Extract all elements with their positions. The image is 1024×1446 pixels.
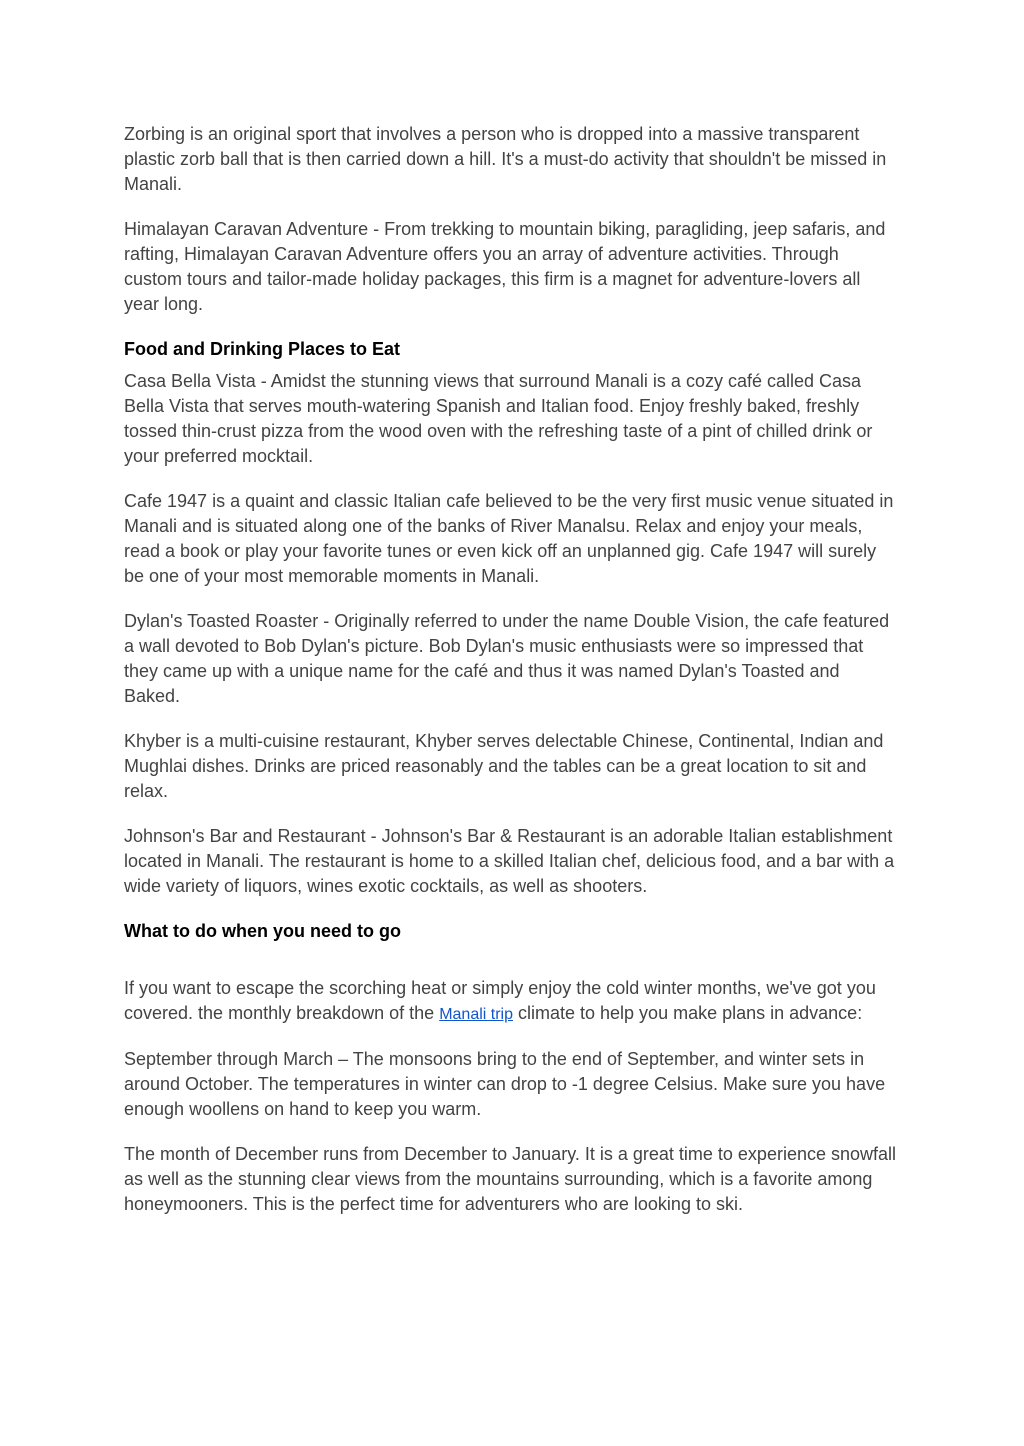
document-page <box>124 122 900 1237</box>
johnsons-bar-paragraph: Johnson's Bar and Restaurant - Johnson's Bar & Restaurant is an adorable Italian establishment located in Manali. The restaurant is home to a skilled Italian chef, delicious food, and a bar with a wide variety of liquors, wines exotic cocktails, as well as shooters. <box>124 826 895 896</box>
climate-intro-text-before: If you want to escape the scorching heat or simply enjoy the cold winter months, we've got you covered. the monthly breakdown of the <box>124 978 876 1023</box>
dylans-toasted-roaster-paragraph: Dylan's Toasted Roaster - Originally referred to under the name Double Vision, the cafe featured a wall devoted to Bob Dylan's picture. Bob Dylan's music enthusiasts were so impressed that they came up with a unique name for the café and thus it was named Dylan's Toasted and Baked. <box>124 611 890 706</box>
december-paragraph: The month of December runs from December to January. It is a great time to experience snowfall as well as the stunning clear views from the mountains surrounding, which is a favorite among honeymooners. This is the perfect time for adventurers who are looking to ski. <box>124 1144 897 1214</box>
cafe-1947-paragraph: Cafe 1947 is a quaint and classic Italian cafe believed to be the very first music venue situated in Manali and is situated along one of the banks of River Manalsu. Relax and enjoy your meals, read a book or play your favorite tunes or even kick off an unplanned gig. Cafe 1947 will surely be one of your most memorable moments in Manali. <box>124 491 894 586</box>
himalayan-caravan-paragraph: Himalayan Caravan Adventure - From trekking to mountain biking, paragliding, jeep safaris, and rafting, Himalayan Caravan Adventure offers you an array of adventure activities. Through custom tours and tailor-made holiday packages, this firm is a magnet for adventure-lovers all year long. <box>124 219 886 314</box>
zorbing-paragraph: Zorbing is an original sport that involves a person who is dropped into a massive transparent plastic zorb ball that is then carried down a hill. It's a must-do activity that shouldn't be missed in Manali. <box>124 124 887 194</box>
september-march-paragraph: September through March – The monsoons bring to the end of September, and winter sets in around October. The temperatures in winter can drop to -1 degree Celsius. Make sure you have enough woollens on hand to keep you warm. <box>124 1049 886 1119</box>
casa-bella-vista-paragraph: Casa Bella Vista - Amidst the stunning views that surround Manali is a cozy café called Casa Bella Vista that serves mouth-watering Spanish and Italian food. Enjoy freshly baked, freshly tossed thin-crust pizza from the wood oven with the refreshing taste of a pint of chilled drink or your preferred mocktail. <box>124 371 873 466</box>
climate-intro-text-after: climate to help you make plans in advance: <box>513 1003 863 1023</box>
food-section-heading: Food and Drinking Places to Eat <box>124 339 401 359</box>
go-section-heading: What to do when you need to go <box>124 921 401 941</box>
manali-trip-link[interactable]: Manali trip <box>439 1006 513 1023</box>
climate-intro-paragraph <box>124 976 900 1027</box>
khyber-paragraph: Khyber is a multi-cuisine restaurant, Khyber serves delectable Chinese, Continental, Indian and Mughlai dishes. Drinks are priced reasonably and the tables can be a great location to sit and relax. <box>124 731 884 801</box>
